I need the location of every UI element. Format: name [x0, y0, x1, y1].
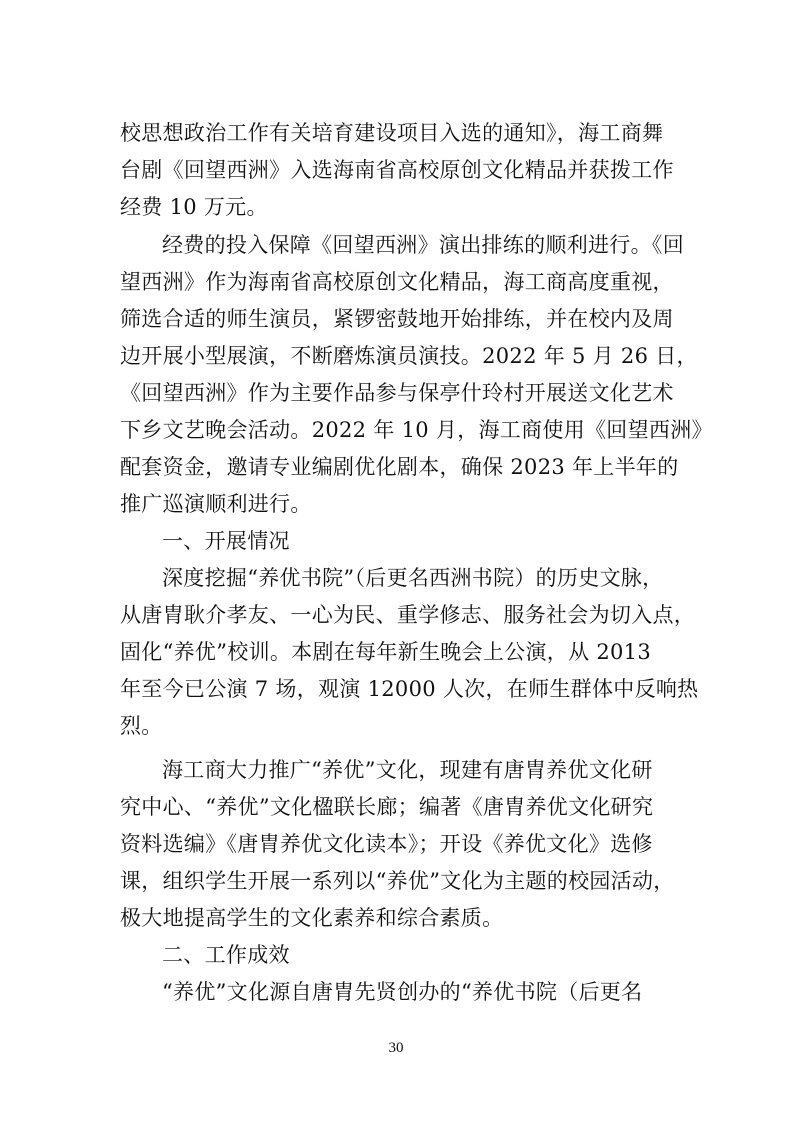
- paragraph-first-line: 经费的投入保障《回望西洲》演出排练的顺利进行。《回: [162, 233, 684, 257]
- body-text-line: 筛选合适的师生演员，紧锣密鼓地开始排练，并在校内及周: [120, 307, 674, 331]
- body-text-line: 烈。: [120, 714, 163, 738]
- body-text-line: 资料选编》《唐胄养优文化读本》；开设《养优文化》选修: [120, 832, 653, 856]
- section-heading: 一、开展情况: [162, 529, 290, 553]
- body-text-line: 从唐胄耿介孝友、一心为民、重学修志、服务社会为切入点，: [120, 603, 696, 627]
- page-number: 30: [388, 1040, 404, 1056]
- body-text-line: 经费 10 万元。: [120, 195, 268, 219]
- body-text-line: 望西洲》作为海南省高校原创文化精品，海工商高度重视，: [120, 270, 674, 294]
- body-text-line: 课，组织学生开展一系列以“养优”文化为主题的校园活动，: [120, 869, 675, 893]
- body-text-line: 下乡文艺晚会活动。2022 年 10 月，海工商使用《回望西洲》: [120, 418, 713, 442]
- paragraph-first-line: 深度挖掘“养优书院”（后更名西洲书院）的历史文脉，: [162, 566, 664, 590]
- body-text-line: 究中心、“养优”文化楹联长廊；编著《唐胄养优文化研究: [120, 795, 654, 819]
- body-text-line: 配套资金，邀请专业编剧优化剧本，确保 2023 年上半年的: [120, 455, 679, 479]
- body-text-line: 《回望西洲》作为主要作品参与保亭什玲村开展送文化艺术: [120, 381, 674, 405]
- paragraph-first-line: “养优”文化源自唐胄先贤创办的“养优书院（后更名: [162, 980, 643, 1004]
- body-text-line: 年至今已公演 7 场，观演 12000 人次，在师生群体中反响热: [120, 677, 699, 701]
- body-text-line: 推广巡演顺利进行。: [120, 492, 312, 516]
- body-text-line: 固化“养优”校训。本剧在每年新生晚会上公演，从 2013: [120, 640, 651, 664]
- body-text-line: 边开展小型展演，不断磨炼演员演技。2022 年 5 月 26 日，: [120, 344, 698, 368]
- body-text-line: 校思想政治工作有关培育建设项目入选的通知》，海工商舞: [120, 121, 664, 145]
- body-text-line: 台剧《回望西洲》入选海南省高校原创文化精品并获拨工作: [120, 158, 674, 182]
- paragraph-first-line: 海工商大力推广“养优”文化，现建有唐胄养优文化研: [162, 758, 653, 782]
- body-text-line: 极大地提高学生的文化素养和综合素质。: [120, 906, 504, 930]
- section-heading: 二、工作成效: [162, 943, 290, 967]
